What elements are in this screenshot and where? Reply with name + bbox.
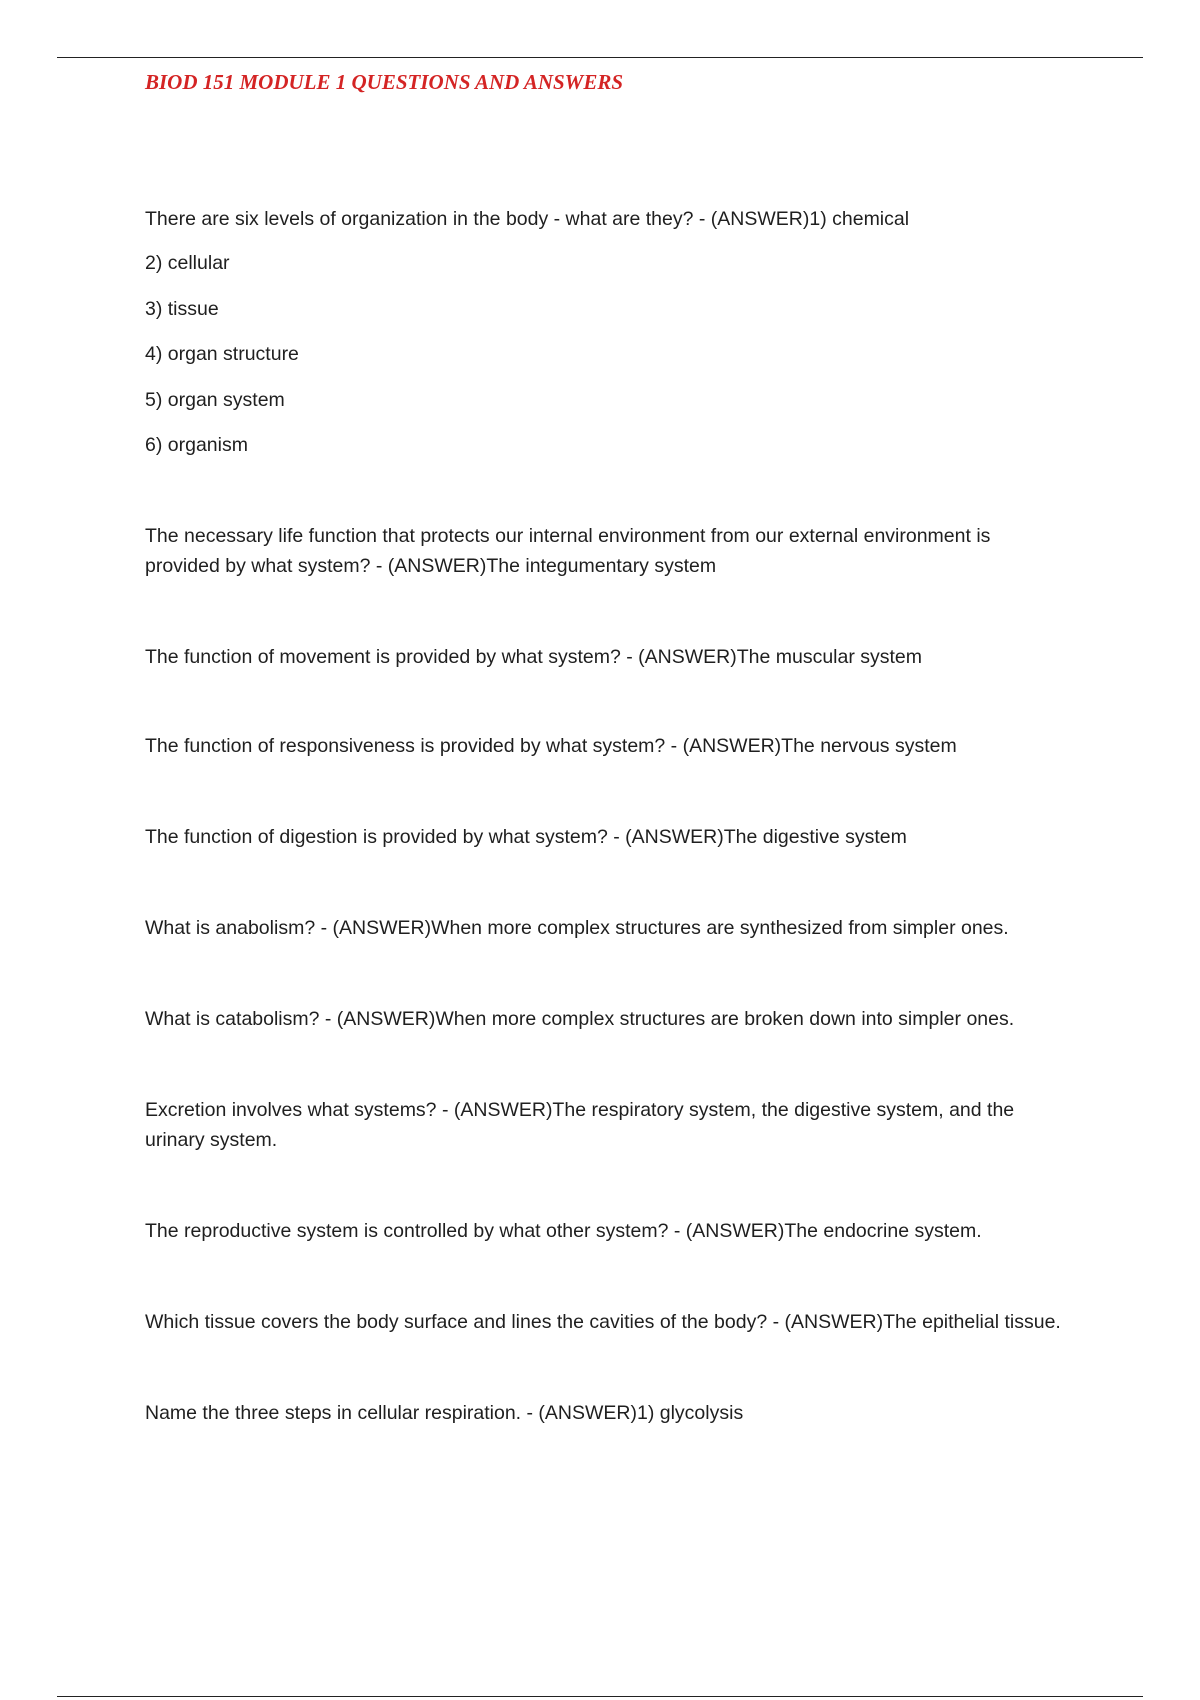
qa-text-line: Name the three steps in cellular respiration. - (ANSWER)1) glycolysis [145, 1402, 744, 1424]
qa-text-line: 2) cellular [145, 252, 230, 274]
document-title: BIOD 151 MODULE 1 QUESTIONS AND ANSWERS [145, 70, 624, 94]
bottom-rule [57, 1696, 1143, 1697]
qa-text-line: What is anabolism? - (ANSWER)When more complex structures are synthesized from simpler ones. [145, 917, 1009, 939]
qa-text-line: urinary system. [145, 1129, 278, 1151]
qa-text-line: Excretion involves what systems? - (ANSWER)The respiratory system, the digestive system, and the [145, 1099, 1015, 1121]
qa-text-line: The function of responsiveness is provided by what system? - (ANSWER)The nervous system [145, 735, 957, 757]
qa-text-line: 4) organ structure [145, 343, 299, 365]
qa-text-line: The function of digestion is provided by what system? - (ANSWER)The digestive system [145, 826, 907, 848]
qa-text-line: The reproductive system is controlled by what other system? - (ANSWER)The endocrine system. [145, 1220, 982, 1242]
qa-text-line: 3) tissue [145, 298, 219, 320]
qa-text-line: provided by what system? - (ANSWER)The integumentary system [145, 555, 717, 577]
qa-text-line: Which tissue covers the body surface and lines the cavities of the body? - (ANSWER)The epithelial tissue. [145, 1311, 1061, 1333]
qa-text-line: 5) organ system [145, 389, 285, 411]
top-rule [57, 57, 1143, 58]
qa-text-line: There are six levels of organization in the body - what are they? - (ANSWER)1) chemical [145, 208, 910, 230]
qa-text-line: The necessary life function that protects our internal environment from our external environment is [145, 525, 991, 547]
qa-text-line: 6) organism [145, 434, 248, 456]
qa-text-line: The function of movement is provided by what system? - (ANSWER)The muscular system [145, 646, 923, 668]
qa-text-line: What is catabolism? - (ANSWER)When more complex structures are broken down into simpler ones. [145, 1008, 1015, 1030]
